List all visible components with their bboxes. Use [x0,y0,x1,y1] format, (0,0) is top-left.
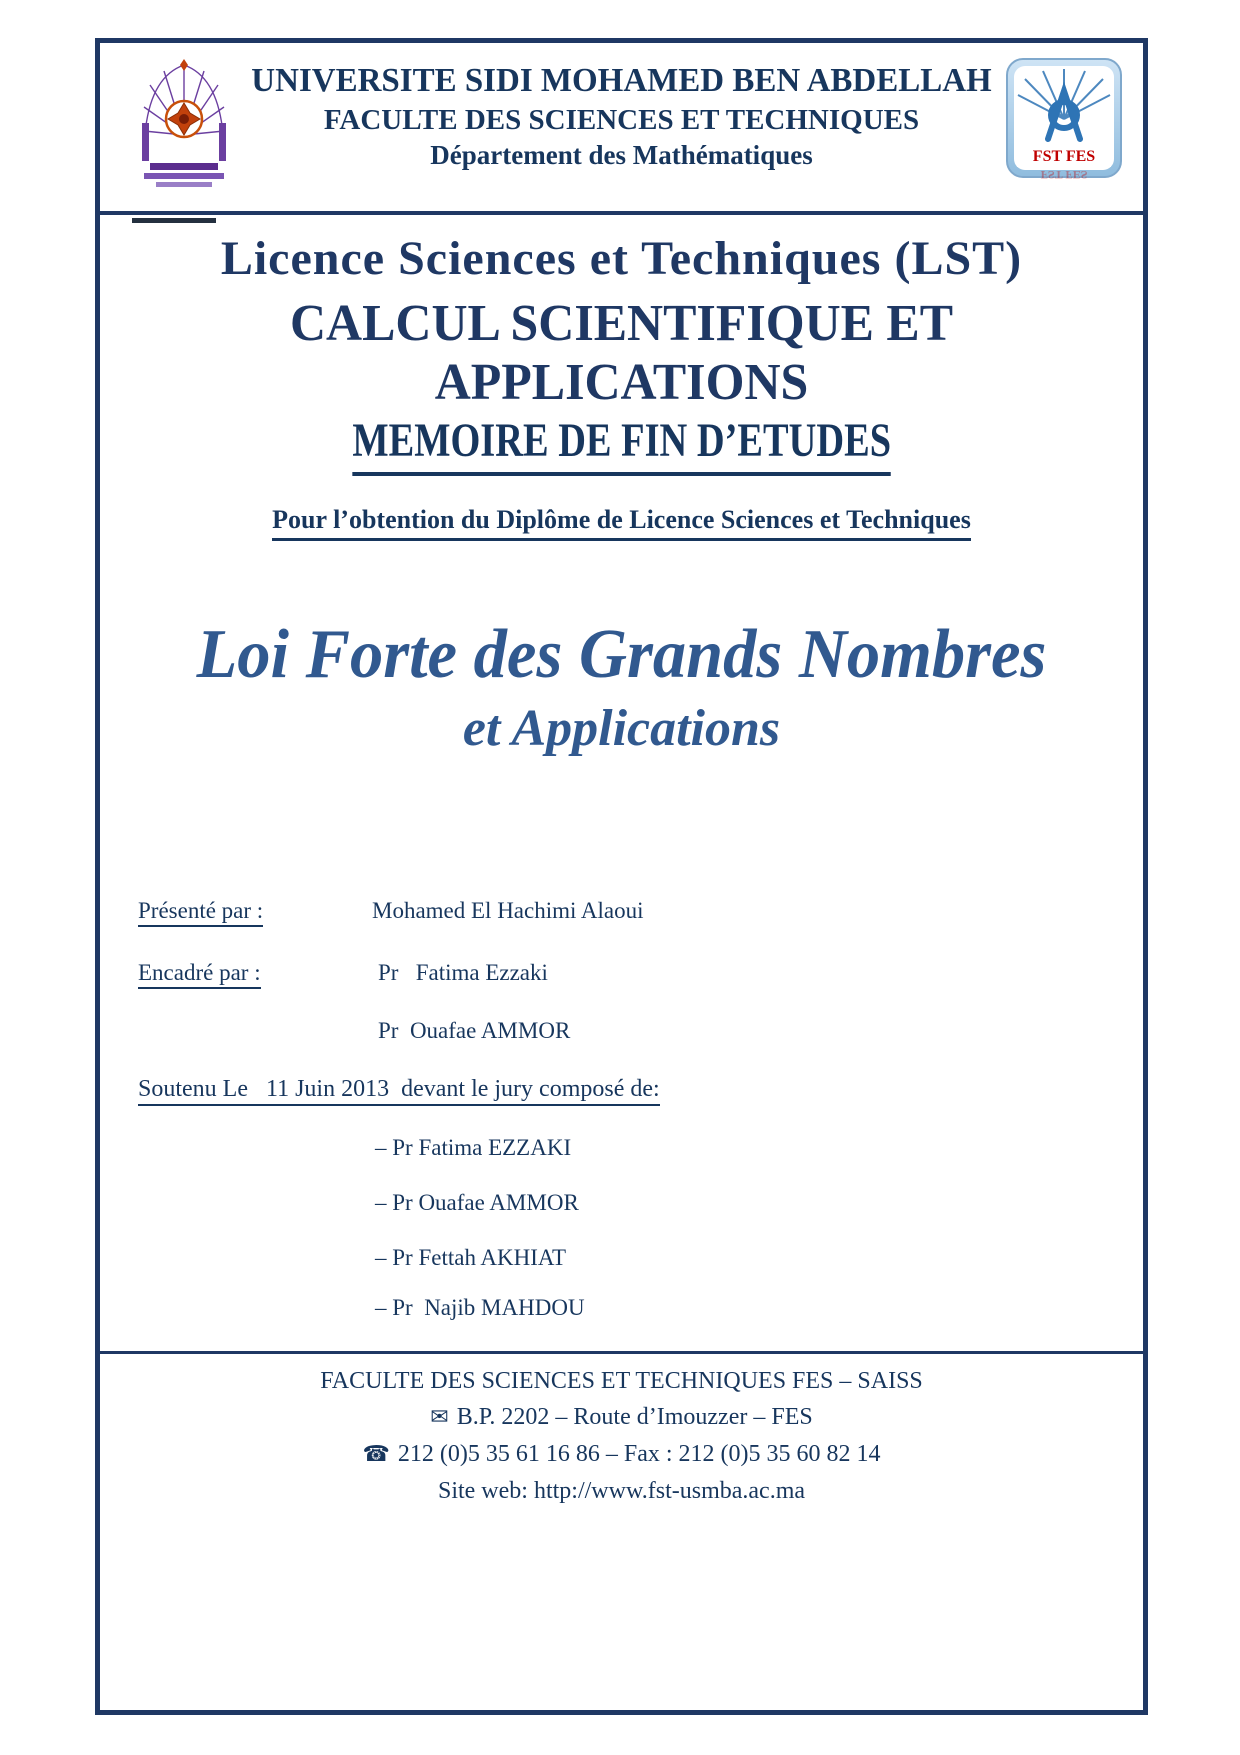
footer-faculty-line: FACULTE DES SCIENCES ET TECHNIQUES FES – SAISS [320,1368,923,1394]
thesis-title-line2: et Applications [462,700,781,757]
university-name: UNIVERSITE SIDI MOHAMED BEN ABDELLAH [251,62,992,99]
footer [100,1363,1143,1509]
thesis-title-line1: Loi Forte des Grands Nombres [196,616,1047,693]
memoire-subheading: Pour l’obtention du Diplôme de Licence Sciences et Techniques [272,505,971,541]
header [100,43,1143,211]
memoire-heading-wrap [100,413,1143,476]
defense-row [138,1076,660,1103]
memoire-subheading-wrap [100,505,1143,541]
jury-member: – Pr Fatima EZZAKI [375,1135,572,1160]
presented-label-row [138,898,263,924]
footer-rule [100,1351,1143,1354]
supervisor-2: Pr Ouafae AMMOR [378,1018,571,1043]
footer-address-text: B.P. 2202 – Route d’Imouzzer – FES [456,1404,813,1430]
jury-member: – Pr Ouafae AMMOR [375,1190,579,1215]
university-logo [130,57,238,199]
program-title: Licence Sciences et Techniques (LST) [220,232,1023,285]
jury-member: – Pr Najib MAHDOU [375,1295,585,1320]
presented-value: Mohamed El Hachimi Alaoui [372,898,644,923]
header-text [238,57,1005,173]
department-name: Département des Mathématiques [430,140,813,171]
supervisor-1: Pr Fatima Ezzaki [378,960,548,985]
page-border [95,38,1148,1715]
presented-label: Présenté par : [138,898,263,927]
footer-phone-line [100,1436,1143,1473]
envelope-icon: ✉ [430,1405,449,1430]
program-section [100,231,1143,412]
program-subtitle: CALCUL SCIENTIFIQUE ET APPLICATIONS [290,295,953,411]
fst-logo-label: FST FES [1032,148,1096,165]
thesis-title [100,615,1143,758]
footer-website-line: Site web: http://www.fst-usmba.ac.ma [437,1478,806,1504]
supervised-label: Encadré par : [138,960,261,989]
jury-member: – Pr Fettah AKHIAT [375,1245,567,1270]
defense-line: Soutenu Le 11 Juin 2013 devant le jury composé de: [138,1076,660,1106]
faculty-name: FACULTE DES SCIENCES ET TECHNIQUES [323,103,920,136]
phone-icon: ☎ [362,1442,390,1467]
header-rule-accent [132,218,216,223]
supervised-label-row [138,960,261,986]
fst-logo-reflection: FST FES [1040,168,1088,182]
fst-logo [1005,57,1123,189]
memoire-heading: MEMOIRE DE FIN D’ETUDES [352,413,891,476]
footer-phone-text: 212 (0)5 35 61 16 86 – Fax : 212 (0)5 35 60 82 14 [397,1441,881,1467]
footer-address-line [100,1399,1143,1436]
header-rule [100,211,1143,215]
